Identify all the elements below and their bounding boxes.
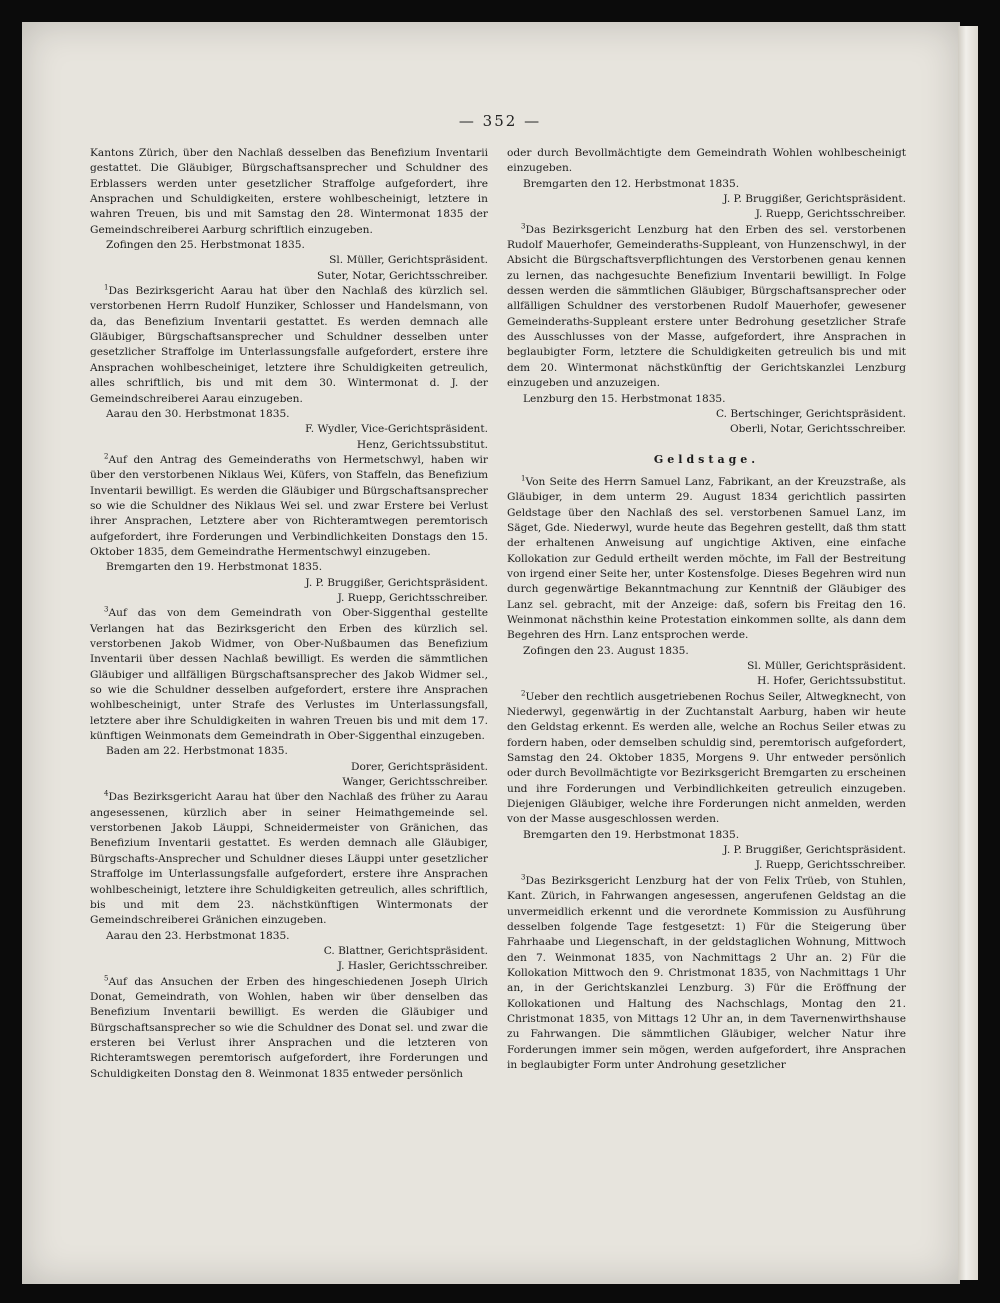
right-column xyxy=(507,146,906,1073)
notice-paragraph xyxy=(507,874,906,1073)
notice-signature: Wanger, Gerichtsschreiber. xyxy=(342,776,488,789)
notice-place-date: Baden am 22. Herbstmonat 1835. xyxy=(106,745,288,758)
notice-paragraph xyxy=(90,606,488,744)
notice-number: 2 xyxy=(104,452,109,461)
notice-number: 2 xyxy=(521,689,526,698)
notice-place-date: Aarau den 23. Herbstmonat 1835. xyxy=(106,929,290,942)
notice-paragraph: oder durch Bevollmächtigte dem Gemeindrath Wohlen wohlbescheinigt einzugeben. xyxy=(507,147,906,175)
notice-signature: Suter, Notar, Gerichtsschreiber. xyxy=(317,269,488,282)
notice-signature: C. Bertschinger, Gerichtspräsident. xyxy=(715,407,906,420)
left-column xyxy=(90,146,488,1082)
notice-place-date: Aarau den 30. Herbstmonat 1835. xyxy=(106,407,290,420)
notice-place-date: Bremgarten den 19. Herbstmonat 1835. xyxy=(523,828,740,841)
notice-text: Von Seite des Herrn Samuel Lanz, Fabrikant, an der Kreuzstraße, als Gläubiger, in dem unterm 29. August 1834 gerichtlich passirten Geldstage über den Nachlaß des sel. verstorbenen Samuel Lanz, im Säget, Gde. Niederwyl, wurde heute das Begehren gestellt, daß thm statt der erhaltenen Anweisung auf ungichtige Aktiven, eine einfache Kollokation zur Geduld ertheilt werden möchte, im Fall der Bestreitung von irgend einer Seite her, unter Kostensfolge. Dieses Begehren wird nun durch gegenwärtige Bekanntmachung zur Kenntniß der Gläubiger des Lanz sel. gebracht, mit der Anzeige: daß, sofern bis Freitag den 16. Weinmonat nächsthin keine Protestation einkommen sollte, als dann dem Begehren des Hrn. Lanz entsprochen werde. xyxy=(507,475,906,642)
notice-signature: J. Ruepp, Gerichtsschreiber. xyxy=(755,208,906,221)
notice-paragraph xyxy=(90,453,488,560)
notice-signature: Oberli, Notar, Gerichtsschreiber. xyxy=(729,423,906,436)
notice-paragraph: Kantons Zürich, über den Nachlaß desselben das Benefizium Inventarii gestattet. Die Gläubiger, Bürgschaftsansprecher und Schuldner des Erblassers werden unter gesetzlicher Straffolge aufgefordert, ihre Ansprachen und Schuldigkeiten, erstere wohlbescheinigt, letztere in wahren Treuen, bis und mit Samstag den 28. Wintermonat 1835 der Gemeindschreiberei Aarburg schriftlich einzugeben. xyxy=(90,147,488,236)
notice-place-date: Bremgarten den 19. Herbstmonat 1835. xyxy=(106,561,323,574)
notice-place-date: Bremgarten den 12. Herbstmonat 1835. xyxy=(523,177,740,190)
page-edge xyxy=(958,26,978,1280)
notice-paragraph xyxy=(90,790,488,928)
notice-signature: Sl. Müller, Gerichtspräsident. xyxy=(747,660,906,672)
notice-signature: J. P. Bruggißer, Gerichtspräsident. xyxy=(723,193,906,206)
notice-number: 1 xyxy=(521,474,526,483)
notice-paragraph xyxy=(90,975,488,1082)
notice-signature: Henz, Gerichtssubstitut. xyxy=(356,438,488,451)
notice-text: Ueber den rechtlich ausgetriebenen Rochus Seiler, Altwegknecht, von Niederwyl, gegenwärtig in der Zuchtanstalt Aarburg, haben wir heute den Geldstag erkennt. Es werden alle, welche an Rochus Seiler etwas zu fordern haben, oder demselben schuldig sind, peremtorisch aufgefordert, Samstag den 24. Oktober 1835, Morgens 9. Uhr entweder persönlich oder durch Bevollmächtigte vor Bezirksgericht Bremgarten zu erscheinen und ihre Forderungen und Verbindlichkeiten getreulich einzugeben. Diejenigen Gläubiger, welche ihre Forderungen nicht anmelden, werden von der Masse ausgeschlossen werden. xyxy=(507,690,906,826)
notice-signature: J. Ruepp, Gerichtsschreiber. xyxy=(755,859,906,872)
notice-paragraph xyxy=(507,223,906,392)
notice-number: 3 xyxy=(521,222,526,231)
notice-number: 3 xyxy=(104,605,109,614)
notice-signature: J. Ruepp, Gerichtsschreiber. xyxy=(337,591,488,604)
notice-number: 5 xyxy=(104,974,109,983)
notice-text: Das Bezirksgericht Lenzburg hat den Erben des sel. verstorbenen Rudolf Mauerhofer, Gemeinderaths-Suppleant, von Hunzenschwyl, in der Absicht die Bürgschaftsverpflichtungen des Verstorbenen genau kennen zu lernen, das nachgesuchte Benefizium Inventarii bewilligt. In Folge dessen werden die sämmtlichen Gläubiger, Bürgschaftsansprecher oder allfälligen Schuldner des verstorbenen Rudolf Mauerhofer, gewesener Gemeinderaths-Suppleant erstere unter Bedrohung gesetzlicher Strafe des Ausschlusses von der Masse, aufgefordert, ihre Ansprachen in beglaubigter Form, letztere die Schuldigkeiten getreulich bis und mit dem 20. Wintermonat nächstkünftig der Gerichtskanzlei Lenzburg einzugeben und anzuzeigen. xyxy=(507,223,906,390)
notice-text: Auf den Antrag des Gemeinderaths von Hermetschwyl, haben wir über den verstorbenen Niklaus Wei, Küfers, von Staffeln, das Benefizium Inventarii bewilligt. Es werden die Gläubiger und Bürgschaftsansprecher so wie die Schuldner des Niklaus Wei sel. und zwar Erstere bei Verlust ihrer Ansprachen, Letztere aber von Richteramtwegen peremtorisch aufgefordert, ihre Forderungen und Verbindlichkeiten Donstags den 15. Oktober 1835, dem Gemeindrathe Hermentschwyl einzugeben. xyxy=(90,453,488,558)
notice-place-date: Lenzburg den 15. Herbstmonat 1835. xyxy=(523,392,726,405)
notice-signature: Dorer, Gerichtspräsident. xyxy=(351,760,488,773)
notice-text: Das Bezirksgericht Lenzburg hat der von Felix Trüeb, von Stuhlen, Kant. Zürich, in Fahrwangen angesessen, angerufenen Geldstag an die unvermeidlich erkennt und die verordnete Kommission zu Ausführung desselben folgende Tage festgesetzt: 1) Für die Steigerung über Fahrhaabe und Liegenschaft, in der geldstaglichen Wohnung, Mittwoch den 7. Weinmonat 1835, von Nachmittags 2 Uhr an. 2) Für die Kollokation Mittwoch den 9. Christmonat 1835, von Nachmittags 1 Uhr an, in der Gerichtskanzlei Lenzburg. 3) Für die Eröffnung der Kollokationen und Haltung des Nachschlags, Montag den 21. Christmonat 1835, von Mittags 12 Uhr an, in dem Tavernenwirthshause zu Fahrwangen. Die sämmtlichen Gläubiger, welcher Natur ihre Forderungen immer sein mögen, werden aufgefordert, ihre Ansprachen in beglaubigter Form unter Androhung gesetzlicher xyxy=(507,874,906,1071)
notice-text: Auf das Ansuchen der Erben des hingeschiedenen Joseph Ulrich Donat, Gemeindrath, von Wohlen, haben wir über denselben das Benefizium Inventarii bewilligt. Es werden die Gläubiger und Bürgschaftsansprecher so wie die Schuldner des Donat sel. und zwar die ersteren bei Verlust ihrer Ansprachen und die letzteren von Richteramtswegen peremtorisch aufgefordert, ihre Forderungen und Schuldigkeiten Donstag den 8. Weinmonat 1835 entweder persönlich xyxy=(90,975,488,1080)
notice-number: 4 xyxy=(104,789,109,798)
notice-signature: J. P. Bruggißer, Gerichtspräsident. xyxy=(305,576,488,589)
notice-number: 1 xyxy=(104,283,109,292)
notice-signature: J. P. Bruggißer, Gerichtspräsident. xyxy=(723,844,906,857)
notice-place-date: Zofingen den 23. August 1835. xyxy=(523,644,689,657)
notice-text: Auf das von dem Gemeindrath von Ober-Siggenthal gestellte Verlangen hat das Bezirksgericht den Erben des kürzlich sel. verstorbenen Jakob Widmer, von Ober-Nußbaumen das Benefizium Inventarii über dessen Nachlaß bewilligt. Es werden die sämmtlichen Gläubiger und allfälligen Bürgschaftsansprecher des Jakob Widmer sel., so wie die Schuldner desselben aufgefordert, erstere ihre Ansprachen wohlbescheinigt, unter Strafe des Verlustes im Unterlassungsfall, letztere aber ihre Schuldigkeiten in wahren Treuen bis und mit dem 17. künftigen Weinmonats dem Gemeindrath in Ober-Siggenthal einzugeben. xyxy=(90,607,488,743)
notice-signature: H. Hofer, Gerichtssubstitut. xyxy=(757,675,906,688)
notice-number: 3 xyxy=(521,873,526,882)
notice-signature: Sl. Müller, Gerichtspräsident. xyxy=(329,254,488,267)
notice-signature: J. Hasler, Gerichtsschreiber. xyxy=(337,960,488,973)
notice-paragraph xyxy=(507,690,906,828)
notice-paragraph xyxy=(90,284,488,407)
notice-place-date: Zofingen den 25. Herbstmonat 1835. xyxy=(106,239,305,252)
section-heading: Geldstage. xyxy=(653,452,760,466)
notice-text: Das Bezirksgericht Aarau hat über den Nachlaß des kürzlich sel. verstorbenen Herrn Rudolf Hunziker, Schlosser und Handelsmann, von da, das Benefizium Inventarii gestattet. Es werden demnach alle Gläubiger, Bürgschaftsansprecher und Schuldner desselben unter gesetzlicher Straffolge im Unterlassungsfalle aufgefordert, erstere ihre Ansprachen wohlbescheiniget, letztere ihre Schuldigkeiten getreulich, alles schriftlich, bis und mit dem 30. Wintermonat d. J. der Gemeindschreiberei Aarau einzugeben. xyxy=(90,285,488,405)
notice-paragraph xyxy=(507,475,906,644)
notice-text: Das Bezirksgericht Aarau hat über den Nachlaß des früher zu Aarau angesessenen, kürzlich aber in seiner Heimathgemeinde sel. verstorbenen Jakob Läuppi, Schneidermeister von Gränichen, das Benefizium Inventarii gestattet. Es werden demnach alle Gläubiger, Bürgschafts-Ansprecher und Schuldner dieses Läuppi unter gesetzlicher Straffolge im Unterlassungsfalle aufgefordert, erstere ihre Ansprachen wohlbescheinigt, letztere ihre Schuldigkeiten getreulich, alles schriftlich, bis und mit dem 23. nächstkünftigen Wintermonats der Gemeindschreiberei Gränichen einzugeben. xyxy=(90,791,488,927)
notice-signature: C. Blattner, Gerichtspräsident. xyxy=(323,944,488,957)
notice-signature: F. Wydler, Vice-Gerichtspräsident. xyxy=(305,423,488,436)
page-number: — 352 — xyxy=(458,112,542,130)
